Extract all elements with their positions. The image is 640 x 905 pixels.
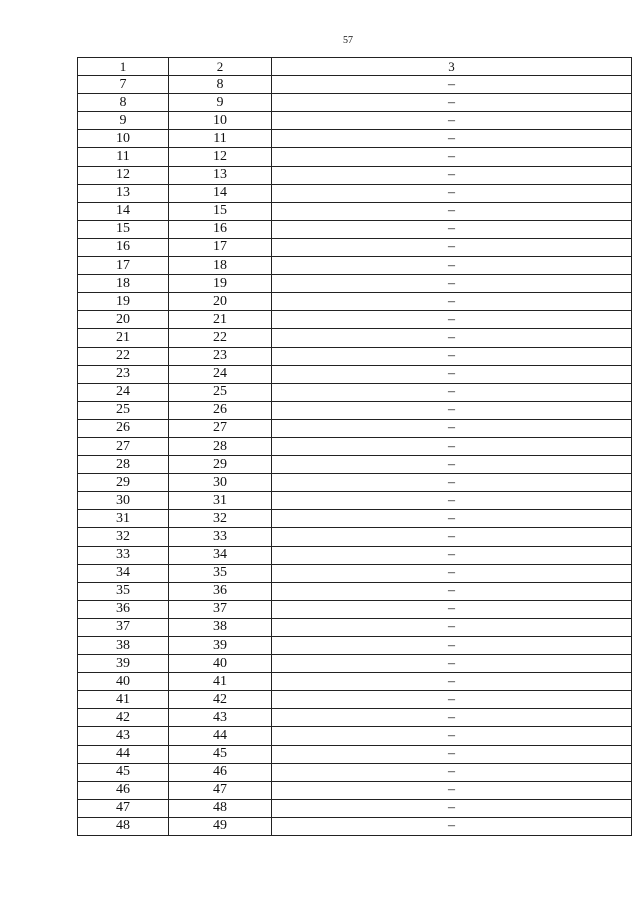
cell-col-3: –	[272, 510, 632, 528]
cell-col-2: 29	[169, 456, 272, 474]
table-row	[78, 311, 632, 329]
cell-col-3: –	[272, 130, 632, 148]
cell-col-1: 26	[78, 419, 169, 437]
table-row	[78, 637, 632, 655]
page-number: 57	[343, 35, 353, 46]
table-row	[78, 745, 632, 763]
cell-col-2: 47	[169, 781, 272, 799]
cell-col-3: –	[272, 347, 632, 365]
table-row	[78, 799, 632, 817]
cell-col-2: 33	[169, 528, 272, 546]
table-row	[78, 817, 632, 835]
cell-col-2: 12	[169, 148, 272, 166]
cell-col-1: 13	[78, 184, 169, 202]
table-row	[78, 347, 632, 365]
table-row	[78, 275, 632, 293]
cell-col-1: 48	[78, 817, 169, 835]
cell-col-1: 11	[78, 148, 169, 166]
cell-col-2: 14	[169, 184, 272, 202]
cell-col-1: 17	[78, 257, 169, 275]
cell-col-1: 15	[78, 220, 169, 238]
cell-col-2: 36	[169, 582, 272, 600]
cell-col-2: 34	[169, 546, 272, 564]
cell-col-3: –	[272, 220, 632, 238]
cell-col-3: –	[272, 148, 632, 166]
table-row	[78, 419, 632, 437]
table-row	[78, 238, 632, 256]
cell-col-3: –	[272, 202, 632, 220]
cell-col-1: 31	[78, 510, 169, 528]
cell-col-2: 11	[169, 130, 272, 148]
cell-col-2: 21	[169, 311, 272, 329]
cell-col-1: 27	[78, 437, 169, 455]
cell-col-2: 28	[169, 437, 272, 455]
table-row	[78, 727, 632, 745]
table-row	[78, 474, 632, 492]
cell-col-1: 39	[78, 655, 169, 673]
table-row	[78, 329, 632, 347]
cell-col-3: –	[272, 763, 632, 781]
cell-col-2: 17	[169, 238, 272, 256]
cell-col-1: 14	[78, 202, 169, 220]
cell-col-3: –	[272, 691, 632, 709]
cell-col-3: –	[272, 437, 632, 455]
cell-col-1: 9	[78, 112, 169, 130]
table-row	[78, 456, 632, 474]
cell-col-3: –	[272, 456, 632, 474]
cell-col-3: –	[272, 637, 632, 655]
cell-col-1: 30	[78, 492, 169, 510]
cell-col-2: 30	[169, 474, 272, 492]
cell-col-2: 27	[169, 419, 272, 437]
table-row	[78, 528, 632, 546]
cell-col-2: 40	[169, 655, 272, 673]
cell-col-3: –	[272, 745, 632, 763]
table-row	[78, 112, 632, 130]
cell-col-1: 8	[78, 94, 169, 112]
table-row	[78, 600, 632, 618]
cell-col-3: –	[272, 401, 632, 419]
cell-col-2: 16	[169, 220, 272, 238]
cell-col-3: –	[272, 528, 632, 546]
cell-col-2: 49	[169, 817, 272, 835]
cell-col-1: 47	[78, 799, 169, 817]
cell-col-3: –	[272, 365, 632, 383]
cell-col-3: –	[272, 600, 632, 618]
cell-col-1: 40	[78, 673, 169, 691]
cell-col-3: –	[272, 166, 632, 184]
cell-col-3: –	[272, 257, 632, 275]
cell-col-3: –	[272, 655, 632, 673]
cell-col-1: 41	[78, 691, 169, 709]
table-row	[78, 655, 632, 673]
cell-col-2: 31	[169, 492, 272, 510]
table-row	[78, 365, 632, 383]
cell-col-1: 19	[78, 293, 169, 311]
cell-col-2: 26	[169, 401, 272, 419]
cell-col-2: 42	[169, 691, 272, 709]
cell-col-1: 42	[78, 709, 169, 727]
cell-col-1: 24	[78, 383, 169, 401]
column-header-2: 2	[169, 58, 272, 76]
cell-col-3: –	[272, 275, 632, 293]
cell-col-1: 44	[78, 745, 169, 763]
table-row	[78, 492, 632, 510]
table-row	[78, 184, 632, 202]
cell-col-1: 10	[78, 130, 169, 148]
cell-col-1: 25	[78, 401, 169, 419]
cell-col-1: 12	[78, 166, 169, 184]
cell-col-3: –	[272, 618, 632, 636]
cell-col-1: 46	[78, 781, 169, 799]
cell-col-1: 29	[78, 474, 169, 492]
cell-col-1: 21	[78, 329, 169, 347]
cell-col-1: 7	[78, 76, 169, 94]
cell-col-3: –	[272, 474, 632, 492]
cell-col-2: 45	[169, 745, 272, 763]
cell-col-1: 22	[78, 347, 169, 365]
cell-col-1: 23	[78, 365, 169, 383]
cell-col-2: 46	[169, 763, 272, 781]
cell-col-2: 32	[169, 510, 272, 528]
cell-col-2: 9	[169, 94, 272, 112]
cell-col-1: 16	[78, 238, 169, 256]
table-row	[78, 582, 632, 600]
table-row	[78, 546, 632, 564]
cell-col-1: 18	[78, 275, 169, 293]
cell-col-1: 20	[78, 311, 169, 329]
cell-col-1: 35	[78, 582, 169, 600]
cell-col-3: –	[272, 293, 632, 311]
cell-col-3: –	[272, 492, 632, 510]
header-row	[78, 58, 632, 76]
table-row	[78, 401, 632, 419]
cell-col-3: –	[272, 673, 632, 691]
cell-col-1: 43	[78, 727, 169, 745]
column-header-1: 1	[78, 58, 169, 76]
cell-col-3: –	[272, 238, 632, 256]
table-row	[78, 709, 632, 727]
cell-col-3: –	[272, 184, 632, 202]
table-row	[78, 148, 632, 166]
table-row	[78, 166, 632, 184]
cell-col-2: 25	[169, 383, 272, 401]
cell-col-3: –	[272, 727, 632, 745]
cell-col-2: 41	[169, 673, 272, 691]
cell-col-3: –	[272, 781, 632, 799]
table-row	[78, 383, 632, 401]
cell-col-3: –	[272, 76, 632, 94]
column-header-3: 3	[272, 58, 632, 76]
table-row	[78, 618, 632, 636]
table-row	[78, 76, 632, 94]
cell-col-1: 38	[78, 637, 169, 655]
cell-col-3: –	[272, 799, 632, 817]
cell-col-3: –	[272, 329, 632, 347]
cell-col-1: 37	[78, 618, 169, 636]
cell-col-3: –	[272, 419, 632, 437]
cell-col-2: 13	[169, 166, 272, 184]
cell-col-2: 20	[169, 293, 272, 311]
cell-col-2: 15	[169, 202, 272, 220]
cell-col-3: –	[272, 112, 632, 130]
cell-col-1: 34	[78, 564, 169, 582]
cell-col-2: 37	[169, 600, 272, 618]
table-row	[78, 691, 632, 709]
table-row	[78, 257, 632, 275]
table-row	[78, 437, 632, 455]
table-row	[78, 202, 632, 220]
cell-col-1: 45	[78, 763, 169, 781]
cell-col-2: 23	[169, 347, 272, 365]
cell-col-3: –	[272, 817, 632, 835]
cell-col-2: 44	[169, 727, 272, 745]
cell-col-2: 18	[169, 257, 272, 275]
cell-col-2: 19	[169, 275, 272, 293]
cell-col-2: 35	[169, 564, 272, 582]
cell-col-2: 43	[169, 709, 272, 727]
cell-col-2: 22	[169, 329, 272, 347]
cell-col-3: –	[272, 383, 632, 401]
cell-col-1: 32	[78, 528, 169, 546]
cell-col-2: 10	[169, 112, 272, 130]
cell-col-3: –	[272, 94, 632, 112]
table-row	[78, 781, 632, 799]
cell-col-3: –	[272, 709, 632, 727]
table-row	[78, 130, 632, 148]
data-table	[77, 57, 632, 836]
table-row	[78, 763, 632, 781]
table-row	[78, 564, 632, 582]
table-row	[78, 94, 632, 112]
table-body	[78, 58, 632, 836]
cell-col-3: –	[272, 564, 632, 582]
cell-col-1: 36	[78, 600, 169, 618]
cell-col-1: 33	[78, 546, 169, 564]
table-row	[78, 293, 632, 311]
cell-col-2: 39	[169, 637, 272, 655]
cell-col-3: –	[272, 311, 632, 329]
cell-col-2: 8	[169, 76, 272, 94]
cell-col-2: 38	[169, 618, 272, 636]
cell-col-3: –	[272, 582, 632, 600]
cell-col-1: 28	[78, 456, 169, 474]
cell-col-2: 24	[169, 365, 272, 383]
table-row	[78, 673, 632, 691]
cell-col-2: 48	[169, 799, 272, 817]
table-row	[78, 510, 632, 528]
cell-col-3: –	[272, 546, 632, 564]
table-row	[78, 220, 632, 238]
